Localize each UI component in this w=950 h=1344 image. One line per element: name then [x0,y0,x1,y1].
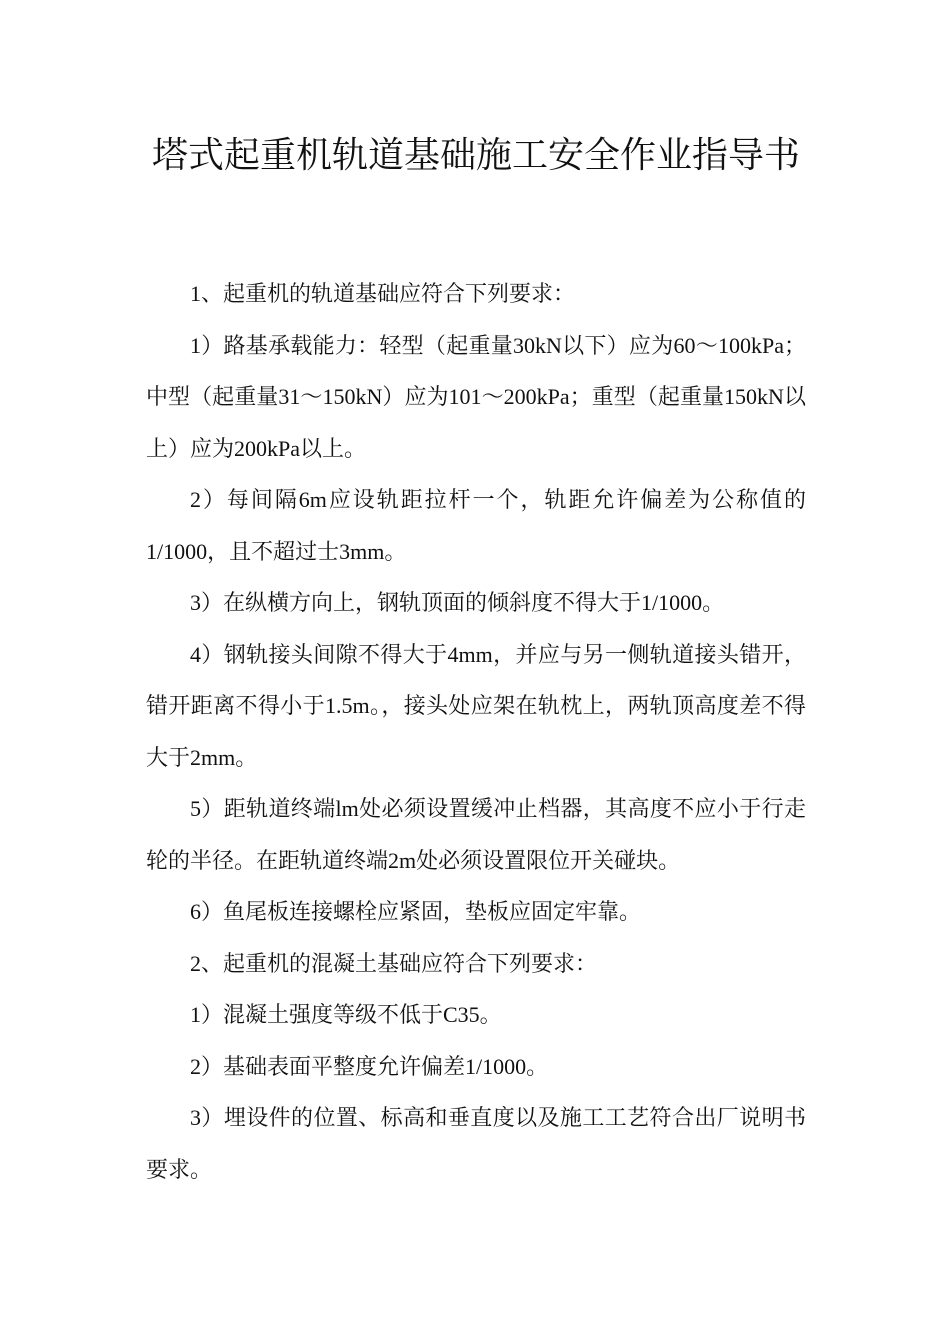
section-2-heading: 2、起重机的混凝土基础应符合下列要求： [190,950,598,976]
section-1-item-6: 6）鱼尾板连接螺栓应紧固，垫板应固定牢靠。 [190,899,642,924]
section-1-item-5: 5）距轨道终端lm处必须设置缓冲止档器，其高度不应小于行走轮的半径。在距轨道终端2m处必须设置限位开关碰块。 [146,796,806,873]
section-2-item-1: 1）混凝土强度等级不低于C35。 [190,1002,502,1027]
section-1-item-1: 1）路基承载能力：轻型（起重量30kN以下）应为60～100kPa；中型（起重量31～150kN）应为101～200kPa；重型（起重量150kN以上）应为200kPa以上。 [146,332,806,461]
document-title: 塔式起重机轨道基础施工安全作业指导书 [151,135,800,175]
section-1-item-2: 2）每间隔6m应设轨距拉杆一个，轨距允许偏差为公称值的1/1000，且不超过士3mm。 [146,487,806,564]
section-1-item-3: 3）在纵横方向上，钢轨顶面的倾斜度不得大于1/1000。 [190,590,725,615]
section-1-heading: 1、起重机的轨道基础应符合下列要求： [190,281,576,306]
section-1-item-4: 4）钢轨接头间隙不得大于4mm，并应与另一侧轨道接头错开，错开距离不得小于1.5m。，接头处应架在轨枕上，两轨顶高度差不得大于2mm。 [146,641,806,770]
section-2-item-3: 3）埋设件的位置、标高和垂直度以及施工工艺符合出厂说明书要求。 [146,1105,806,1182]
document-body [146,268,806,1195]
section-2-item-2: 2）基础表面平整度允许偏差1/1000。 [190,1053,549,1079]
